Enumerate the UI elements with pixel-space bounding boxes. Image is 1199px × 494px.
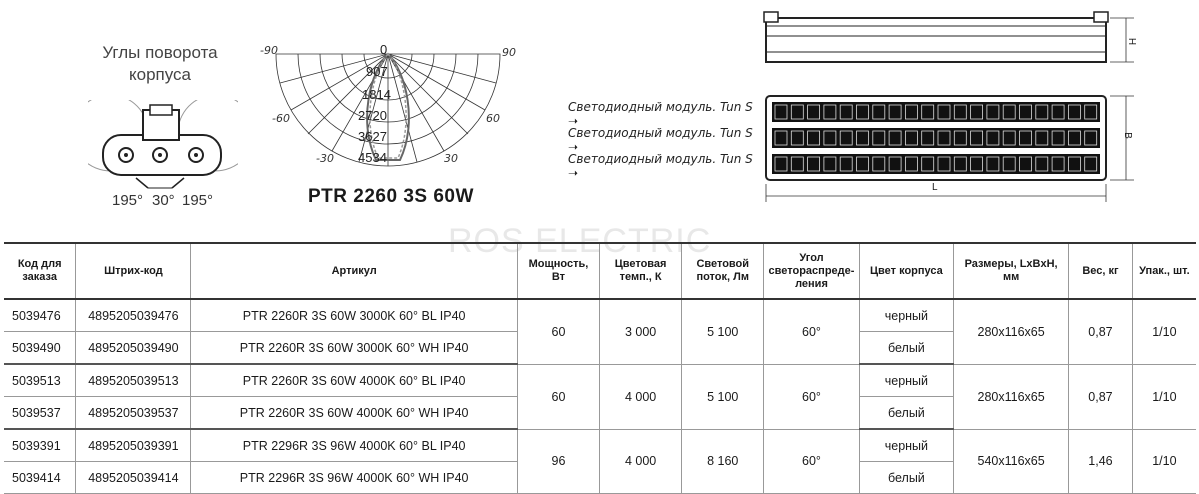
table-row: [4, 299, 1196, 332]
dim-b-label: B: [1121, 132, 1133, 139]
header-barcode: Штрих-код: [76, 243, 191, 299]
cell-code: 5039490: [4, 332, 76, 365]
cell-temp: 4 000: [600, 429, 682, 494]
cell-color: черный: [859, 364, 953, 397]
angle-left-label: 195°: [112, 192, 144, 209]
cell-angle: 60°: [764, 364, 859, 429]
cell-article: PTR 2296R 3S 96W 4000K 60° BL IP40: [191, 429, 518, 462]
cell-color: черный: [859, 299, 953, 332]
rotation-title-line1: Углы поворота: [102, 43, 218, 62]
cell-temp: 3 000: [600, 299, 682, 364]
cell-weight: 1,46: [1069, 429, 1133, 494]
cell-article: PTR 2260R 3S 60W 3000K 60° BL IP40: [191, 299, 518, 332]
module-label-2-text: Светодиодный модуль. Tun S: [568, 126, 753, 140]
rotation-title-line2: корпуса: [128, 65, 191, 84]
cell-weight: 0,87: [1069, 299, 1133, 364]
polar-value-4: 3627: [358, 129, 387, 144]
header-code: Код для заказа: [4, 243, 76, 299]
side-view-drawing: [760, 8, 1140, 68]
cell-article: PTR 2296R 3S 96W 4000K 60° WH IP40: [191, 462, 518, 494]
cell-article: PTR 2260R 3S 60W 3000K 60° WH IP40: [191, 332, 518, 365]
module-label-3: [568, 152, 758, 178]
polar-angle-m60: -60: [272, 112, 290, 125]
led-module-row: [772, 128, 1100, 148]
cell-color: белый: [859, 332, 953, 365]
cell-dims: 280x116x65: [954, 299, 1069, 364]
module-labels: [568, 100, 758, 178]
cell-code: 5039476: [4, 299, 76, 332]
module-label-1-text: Светодиодный модуль. Tun S: [568, 100, 753, 114]
polar-value-2: 1814: [362, 87, 391, 102]
polar-value-3: 2720: [358, 108, 387, 123]
polar-angle-m30: -30: [316, 152, 334, 165]
table-row: [4, 364, 1196, 397]
polar-angle-30: 30: [444, 152, 458, 165]
angle-mid-label: 30°: [152, 192, 175, 209]
polar-angle-m90: -90: [260, 44, 278, 57]
cell-flux: 5 100: [682, 364, 764, 429]
rotation-title: [90, 42, 230, 86]
cell-dims: 280x116x65: [954, 364, 1069, 429]
dim-h-label: H: [1126, 37, 1138, 46]
header-article: Артикул: [191, 243, 518, 299]
cell-dims: 540x116x65: [954, 429, 1069, 494]
dim-l-label: L: [932, 182, 938, 193]
polar-angle-90: 90: [502, 46, 516, 59]
header-flux: Световой поток, Лм: [682, 243, 764, 299]
cell-article: PTR 2260R 3S 60W 4000K 60° WH IP40: [191, 397, 518, 430]
cell-code: 5039513: [4, 364, 76, 397]
cell-pack: 1/10: [1132, 364, 1196, 429]
watermark-logo: ROS ELECTRIC: [448, 222, 712, 260]
cell-angle: 60°: [764, 429, 859, 494]
polar-value-1: 907: [366, 64, 388, 79]
cell-code: 5039537: [4, 397, 76, 430]
arrow-right-icon: ➝: [568, 140, 579, 154]
module-label-1: [568, 100, 758, 126]
polar-angle-0: 0: [380, 42, 388, 57]
cell-power: 96: [517, 429, 599, 494]
header-pack: Упак., шт.: [1132, 243, 1196, 299]
cell-angle: 60°: [764, 299, 859, 364]
polar-angle-60: 60: [486, 112, 500, 125]
cell-flux: 8 160: [682, 429, 764, 494]
cell-barcode: 4895205039537: [76, 397, 191, 430]
cell-power: 60: [517, 364, 599, 429]
header-weight: Вес, кг: [1069, 243, 1133, 299]
led-module-row: [772, 154, 1100, 174]
table-header-row: [4, 243, 1196, 299]
header-temp: Цветовая темп., К: [600, 243, 682, 299]
cell-color: белый: [859, 462, 953, 494]
cell-barcode: 4895205039513: [76, 364, 191, 397]
module-label-2: [568, 126, 758, 152]
cell-code: 5039391: [4, 429, 76, 462]
header-color: Цвет корпуса: [859, 243, 953, 299]
cell-barcode: 4895205039414: [76, 462, 191, 494]
led-module-row: [772, 102, 1100, 122]
cell-pack: 1/10: [1132, 299, 1196, 364]
header-dims: Размеры, LxBxH, мм: [954, 243, 1069, 299]
angle-right-label: 195°: [182, 192, 214, 209]
table-row: [4, 429, 1196, 462]
module-label-3-text: Светодиодный модуль. Tun S: [568, 152, 753, 166]
cell-color: черный: [859, 429, 953, 462]
cell-weight: 0,87: [1069, 364, 1133, 429]
model-name: PTR 2260 3S 60W: [308, 186, 474, 207]
cell-pack: 1/10: [1132, 429, 1196, 494]
cell-code: 5039414: [4, 462, 76, 494]
cell-power: 60: [517, 299, 599, 364]
cell-article: PTR 2260R 3S 60W 4000K 60° BL IP40: [191, 364, 518, 397]
polar-value-5: 4534: [358, 150, 387, 165]
polar-diagram: [258, 42, 518, 172]
top-view-drawing: [760, 92, 1140, 210]
cell-color: белый: [859, 397, 953, 430]
cell-flux: 5 100: [682, 299, 764, 364]
arrow-right-icon: ➝: [568, 166, 579, 180]
cell-temp: 4 000: [600, 364, 682, 429]
cell-barcode: 4895205039476: [76, 299, 191, 332]
cell-barcode: 4895205039490: [76, 332, 191, 365]
arrow-right-icon: ➝: [568, 114, 579, 128]
spec-table: [4, 242, 1196, 494]
header-angle: Угол светораспреде-ления: [764, 243, 859, 299]
cell-barcode: 4895205039391: [76, 429, 191, 462]
header-power: Мощность, Вт: [517, 243, 599, 299]
